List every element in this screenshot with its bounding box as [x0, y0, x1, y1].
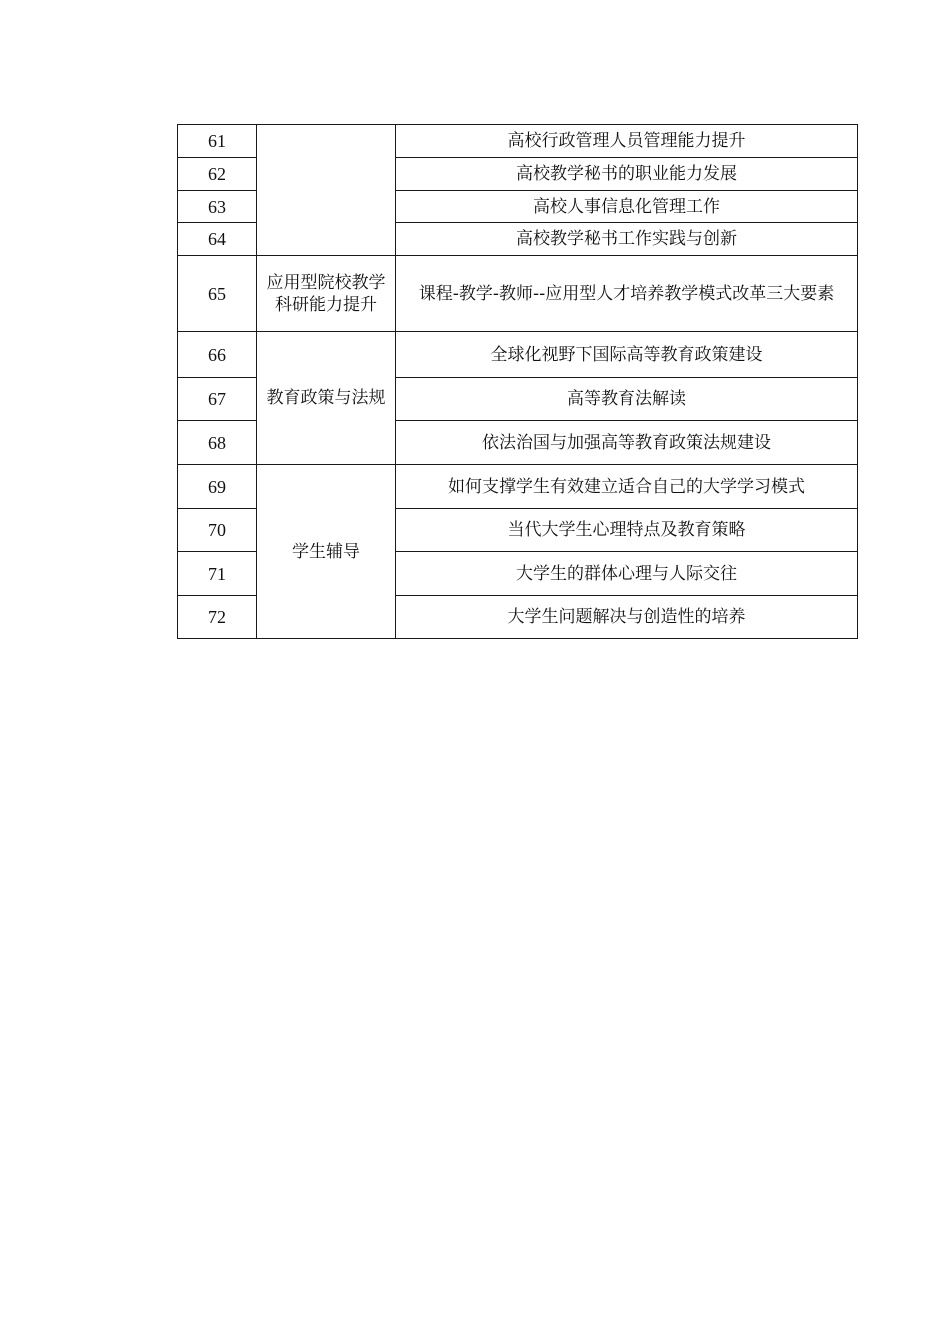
- topic-cell: 高校教学秘书的职业能力发展: [396, 158, 858, 191]
- category-cell: 学生辅导: [257, 465, 396, 639]
- topic-cell: 大学生的群体心理与人际交往: [396, 552, 858, 596]
- row-number: 61: [178, 125, 257, 158]
- topic-cell: 高校教学秘书工作实践与创新: [396, 223, 858, 256]
- category-cell: [257, 125, 396, 256]
- category-cell: 应用型院校教学科研能力提升: [257, 256, 396, 332]
- row-number: 70: [178, 509, 257, 552]
- row-number: 62: [178, 158, 257, 191]
- row-number: 69: [178, 465, 257, 509]
- topic-cell: 高校人事信息化管理工作: [396, 191, 858, 223]
- table-row: [178, 332, 858, 378]
- row-number: 63: [178, 191, 257, 223]
- row-number: 64: [178, 223, 257, 256]
- row-number: 68: [178, 421, 257, 465]
- topic-cell: 课程-教学-教师--应用型人才培养教学模式改革三大要素: [396, 256, 858, 332]
- table-row: [178, 125, 858, 158]
- row-number: 65: [178, 256, 257, 332]
- table-row: [178, 256, 858, 332]
- row-number: 67: [178, 378, 257, 421]
- topic-cell: 当代大学生心理特点及教育策略: [396, 509, 858, 552]
- course-table: [177, 124, 858, 639]
- topic-cell: 高等教育法解读: [396, 378, 858, 421]
- table-row: [178, 465, 858, 509]
- topic-cell: 高校行政管理人员管理能力提升: [396, 125, 858, 158]
- row-number: 71: [178, 552, 257, 596]
- topic-cell: 大学生问题解决与创造性的培养: [396, 596, 858, 639]
- topic-cell: 依法治国与加强高等教育政策法规建设: [396, 421, 858, 465]
- topic-cell: 如何支撑学生有效建立适合自己的大学学习模式: [396, 465, 858, 509]
- category-cell: 教育政策与法规: [257, 332, 396, 465]
- row-number: 72: [178, 596, 257, 639]
- row-number: 66: [178, 332, 257, 378]
- topic-cell: 全球化视野下国际高等教育政策建设: [396, 332, 858, 378]
